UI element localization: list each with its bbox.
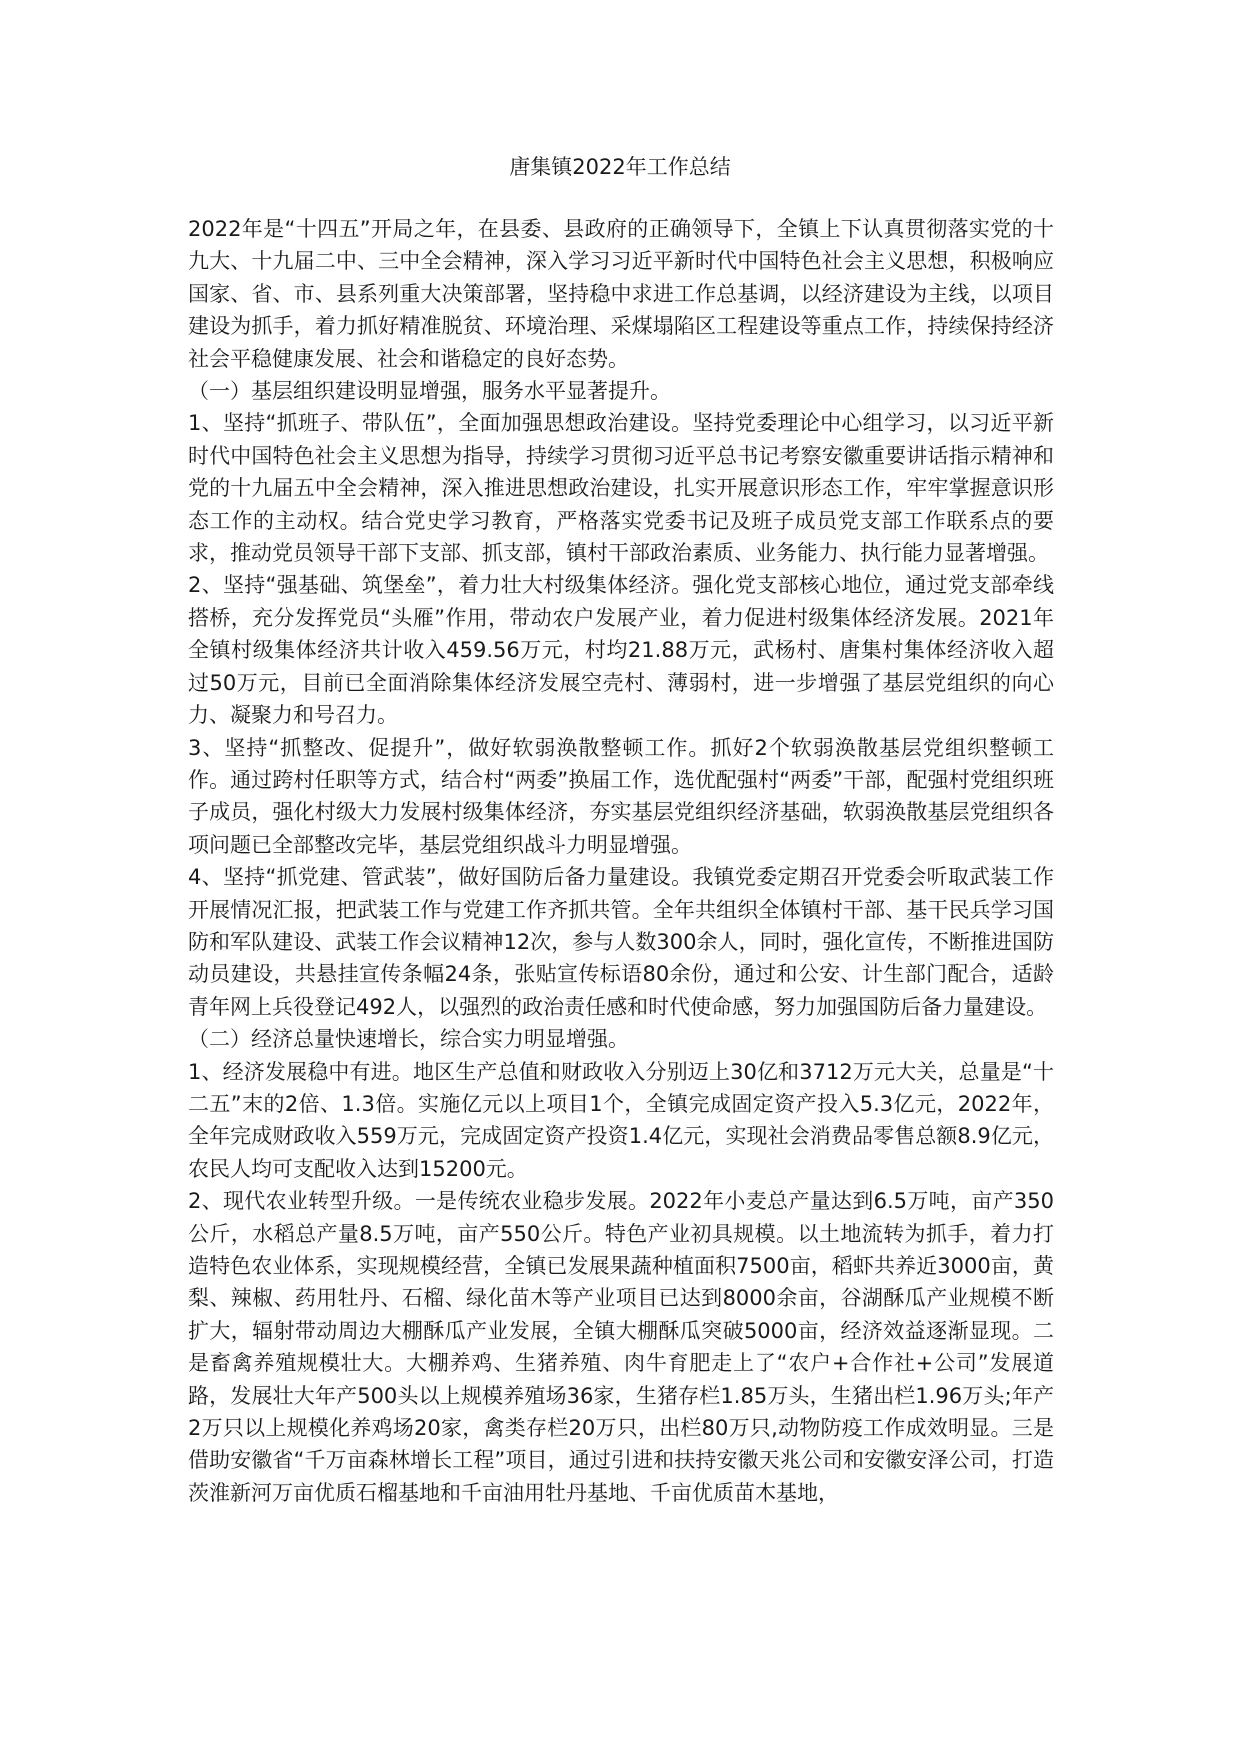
section-1-item-4: 4、坚持“抓党建、管武装”，做好国防后备力量建设。我镇党委定期召开党委会听取武装工作开展情况汇报，把武装工作与党建工作齐抓共管。全年共组织全体镇村干部、基干民兵学习国防和军队建设、武装工作会议精神12次，参与人数300余人，同时，强化宣传，不断推进国防动员建设，共悬挂宣传条幅24条，张贴宣传标语80余份，通过和公安、计生部门配合，适龄青年网上兵役登记492人，以强烈的政治责任感和时代使命感，努力加强国防后备力量建设。 [188,865,1054,1019]
section-1-heading: （一）基层组织建设明显增强，服务水平显著提升。 [188,379,671,404]
section-1-item-3: 3、坚持“抓整改、促提升”，做好软弱涣散整顿工作。抓好2个软弱涣散基层党组织整顿工作。通过跨村任职等方式，结合村“两委”换届工作，选优配强村“两委”干部，配强村党组织班子成员，强化村级大力发展村级集体经济，夯实基层党组织经济基础，软弱涣散基层党组织各项问题已全部整改完毕，基层党组织战斗力明显增强。 [188,735,1054,857]
section-1-item-1: 1、坚持“抓班子、带队伍”，全面加强思想政治建设。坚持党委理论中心组学习，以习近平新时代中国特色社会主义思想为指导，持续学习贯彻习近平总书记考察安徽重要讲话指示精神和党的十九届五中全会精神，深入推进思想政治建设，扎实开展意识形态工作，牢牢掌握意识形态工作的主动权。结合党史学习教育，严格落实党委书记及班子成员党支部工作联系点的要求，推动党员领导干部下支部、抓支部，镇村干部政治素质、业务能力、执行能力显著增强。 [188,411,1054,566]
document-title: 唐集镇2022年工作总结 [509,155,731,179]
section-2-item-2: 2、现代农业转型升级。一是传统农业稳步发展。2022年小麦总产量达到6.5万吨，亩产350公斤，水稻总产量8.5万吨，亩产550公斤。特色产业初具规模。以土地流转为抓手，着力打造特色农业体系，实现规模经营，全镇已发展果蔬种植面积7500亩，稻虾共养近3000亩，黄梨、辣椒、药用牡丹、石榴、绿化苗木等产业项目已达到8000余亩，谷湖酥瓜产业规模不断扩大，辐射带动周边大棚酥瓜产业发展，全镇大棚酥瓜突破5000亩，经济效益逐渐显现。二是畜禽养殖规模壮大。大棚养鸡、生猪养殖、肉牛育肥走上了“农户+合作社+公司”发展道路，发展壮大年产500头以上规模养殖场36家，生猪存栏1.85万头，生猪出栏1.96万头;年产2万只以上规模化养鸡场20家，禽类存栏20万只，出栏80万只,动物防疫工作成效明显。三是借助安徽省“千万亩森林增长工程”项目，通过引进和扶持安徽天兆公司和安徽安泽公司，打造茨淮新河万亩优质石榴基地和千亩油用牡丹基地、千亩优质苗木基地， [188,1189,1054,1505]
section-2-item-1: 1、经济发展稳中有进。地区生产总值和财政收入分别迈上30亿和3712万元大关，总量是“十二五”末的2倍、1.3倍。实施亿元以上项目1个，全镇完成固定资产投入5.3亿元，2022年，全年完成财政收入559万元，完成固定资产投资1.4亿元，实现社会消费品零售总额8.9亿元，农民人均可支配收入达到15200元。 [188,1059,1054,1181]
intro-paragraph: 2022年是“十四五”开局之年，在县委、县政府的正确领导下，全镇上下认真贯彻落实党的十九大、十九届二中、三中全会精神，深入学习习近平新时代中国特色社会主义思想，积极响应国家、省、市、县系列重大决策部署，坚持稳中求进工作总基调，以经济建设为主线，以项目建设为抓手，着力抓好精准脱贫、环境治理、采煤塌陷区工程建设等重点工作，持续保持经济社会平稳健康发展、社会和谐稳定的良好态势。 [188,217,1054,371]
section-1-item-2: 2、坚持“强基础、筑堡垒”，着力壮大村级集体经济。强化党支部核心地位，通过党支部牵线搭桥，充分发挥党员“头雁”作用，带动农户发展产业，着力促进村级集体经济发展。2021年全镇村级集体经济共计收入459.56万元，村均21.88万元，武杨村、唐集村集体经济收入超过50万元，目前已全面消除集体经济发展空壳村、薄弱村，进一步增强了基层党组织的向心力、凝聚力和号召力。 [188,573,1054,728]
document-body [188,213,1054,1509]
section-2-heading: （二）经济总量快速增长，综合实力明显增强。 [188,1027,629,1052]
